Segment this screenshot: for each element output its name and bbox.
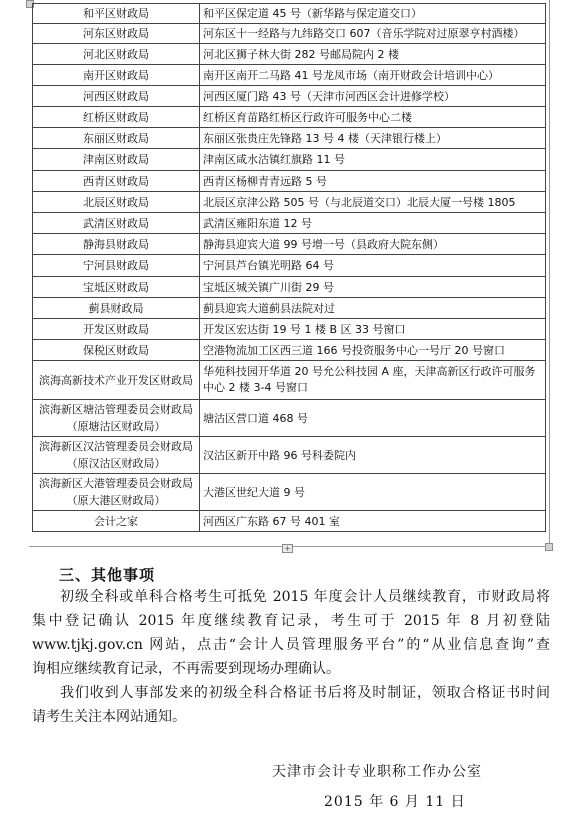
table-row bbox=[33, 149, 546, 171]
office-address-cell: 河东区十一经路与九纬路交口 607（音乐学院对过原翠亨村酒楼） bbox=[200, 24, 546, 44]
office-address-cell: 东丽区张贵庄先锋路 13 号 4 楼（天津银行楼上） bbox=[200, 128, 546, 149]
table-row bbox=[33, 361, 546, 400]
signature-date: 2015 年 6 月 11 日 bbox=[324, 794, 466, 810]
table-row bbox=[33, 65, 546, 86]
office-name-cell: 北辰区财政局 bbox=[33, 192, 200, 213]
office-address-cell: 河北区狮子林大街 282 号邮局院内 2 楼 bbox=[200, 44, 546, 65]
office-address-cell: 塘沽区营口道 468 号 bbox=[200, 400, 546, 437]
office-address-cell: 红桥区育苗路红桥区行政许可服务中心二楼 bbox=[200, 107, 546, 128]
office-name-cell: 河东区财政局 bbox=[33, 24, 200, 44]
paragraph-line: www.tjkj.gov.cn 网站，点击“会计人员管理服务平台”的“从业信息查询”查 bbox=[32, 637, 550, 653]
office-name-cell: 西青区财政局 bbox=[33, 171, 200, 192]
section-heading: 三、其他事项 bbox=[59, 566, 156, 584]
table-row bbox=[33, 340, 546, 361]
table-row bbox=[33, 4, 546, 24]
table-row bbox=[33, 44, 546, 65]
table-row bbox=[33, 24, 546, 44]
office-name-cell: 会计之家 bbox=[33, 511, 200, 532]
office-name-cell: 开发区财政局 bbox=[33, 319, 200, 340]
table-row bbox=[33, 277, 546, 298]
office-name-cell: 河西区财政局 bbox=[33, 86, 200, 107]
office-name-cell: 红桥区财政局 bbox=[33, 107, 200, 128]
office-address-cell: 宁河县芦台镇光明路 64 号 bbox=[200, 255, 546, 277]
office-address-cell: 河西区广东路 67 号 401 室 bbox=[200, 511, 546, 532]
table-row bbox=[33, 192, 546, 213]
office-address-cell: 华苑科技园开华道 20 号允公科技园 A 座，天津高新区行政许可服务中心 2 楼 3-4 号窗口 bbox=[200, 361, 546, 400]
office-name-cell: 滨海新区大港管理委员会财政局（原大港区财政局） bbox=[33, 474, 200, 511]
office-name-cell: 津南区财政局 bbox=[33, 149, 200, 171]
office-name-cell: 河北区财政局 bbox=[33, 44, 200, 65]
table-row bbox=[33, 171, 546, 192]
table-row bbox=[33, 255, 546, 277]
table-row bbox=[33, 474, 546, 511]
office-name-cell: 宝坻区财政局 bbox=[33, 277, 200, 298]
paragraph-line: 请考生关注本网站通知。 bbox=[32, 709, 186, 725]
table-move-handle[interactable]: + bbox=[282, 544, 293, 553]
table-resize-handle[interactable] bbox=[545, 543, 553, 551]
paragraph-line: 询相应继续教育记录，不再需要到现场办理确认。 bbox=[32, 661, 340, 677]
table-row bbox=[33, 213, 546, 234]
office-address-cell: 开发区宏达街 19 号 1 楼 B 区 33 号窗口 bbox=[200, 319, 546, 340]
table-row bbox=[33, 400, 546, 437]
table-row bbox=[33, 319, 546, 340]
office-name-cell: 武清区财政局 bbox=[33, 213, 200, 234]
office-name-cell: 蓟县财政局 bbox=[33, 298, 200, 319]
office-address-cell: 宝坻区城关镇广川街 29 号 bbox=[200, 277, 546, 298]
table-row bbox=[33, 511, 546, 532]
table-row bbox=[33, 298, 546, 319]
office-name-cell: 宁河县财政局 bbox=[33, 255, 200, 277]
office-address-cell: 北辰区京津公路 505 号（与北辰道交口）北辰大厦一号楼 1805 bbox=[200, 192, 546, 213]
table-row bbox=[33, 234, 546, 255]
office-name-cell: 和平区财政局 bbox=[33, 4, 200, 24]
office-name-cell: 滨海新区塘沽管理委员会财政局（原塘沽区财政局） bbox=[33, 400, 200, 437]
office-name-cell: 南开区财政局 bbox=[33, 65, 200, 86]
office-name-cell: 东丽区财政局 bbox=[33, 128, 200, 149]
paragraph-line: 集中登记确认 2015 年度继续教育记录，考生可于 2015 年 8 月初登陆 bbox=[32, 613, 550, 629]
paragraph-certificate-notice bbox=[32, 681, 550, 729]
table-row bbox=[33, 437, 546, 474]
office-address-cell: 静海县迎宾大道 99 号增一号（县政府大院东侧） bbox=[200, 234, 546, 255]
office-address-cell: 汉沽区新开中路 96 号科委院内 bbox=[200, 437, 546, 474]
office-address-cell: 津南区咸水沽镇红旗路 11 号 bbox=[200, 149, 546, 171]
office-address-cell: 南开区南开二马路 41 号龙凤市场（南开财政会计培训中心） bbox=[200, 65, 546, 86]
table-row bbox=[33, 107, 546, 128]
paragraph-line: 我们收到人事部发来的初级全科合格证书后将及时制证，领取合格证书时间 bbox=[60, 685, 550, 701]
paragraph-continuing-education bbox=[32, 585, 550, 681]
finance-office-table bbox=[32, 3, 546, 532]
office-address-cell: 蓟县迎宾大道蓟县法院对过 bbox=[200, 298, 546, 319]
office-address-cell: 西青区杨柳青青远路 5 号 bbox=[200, 171, 546, 192]
office-name-cell: 保税区财政局 bbox=[33, 340, 200, 361]
office-address-cell: 河西区厦门路 43 号（天津市河西区会计进修学校） bbox=[200, 86, 546, 107]
signature-organization: 天津市会计专业职称工作办公室 bbox=[272, 764, 482, 780]
office-address-cell: 和平区保定道 45 号（新华路与保定道交口） bbox=[200, 4, 546, 24]
office-address-cell: 空港物流加工区西三道 166 号投资服务中心一号厅 20 号窗口 bbox=[200, 340, 546, 361]
office-name-cell: 静海县财政局 bbox=[33, 234, 200, 255]
table-row bbox=[33, 128, 546, 149]
table-row bbox=[33, 86, 546, 107]
office-address-cell: 武清区雍阳东道 12 号 bbox=[200, 213, 546, 234]
paragraph-line: 初级全科或单科合格考生可抵免 2015 年度会计人员继续教育，市财政局将 bbox=[60, 589, 550, 605]
office-address-cell: 大港区世纪大道 9 号 bbox=[200, 474, 546, 511]
office-name-cell: 滨海新区汉沽管理委员会财政局（原汉沽区财政局） bbox=[33, 437, 200, 474]
office-name-cell: 滨海高新技术产业开发区财政局 bbox=[33, 361, 200, 400]
